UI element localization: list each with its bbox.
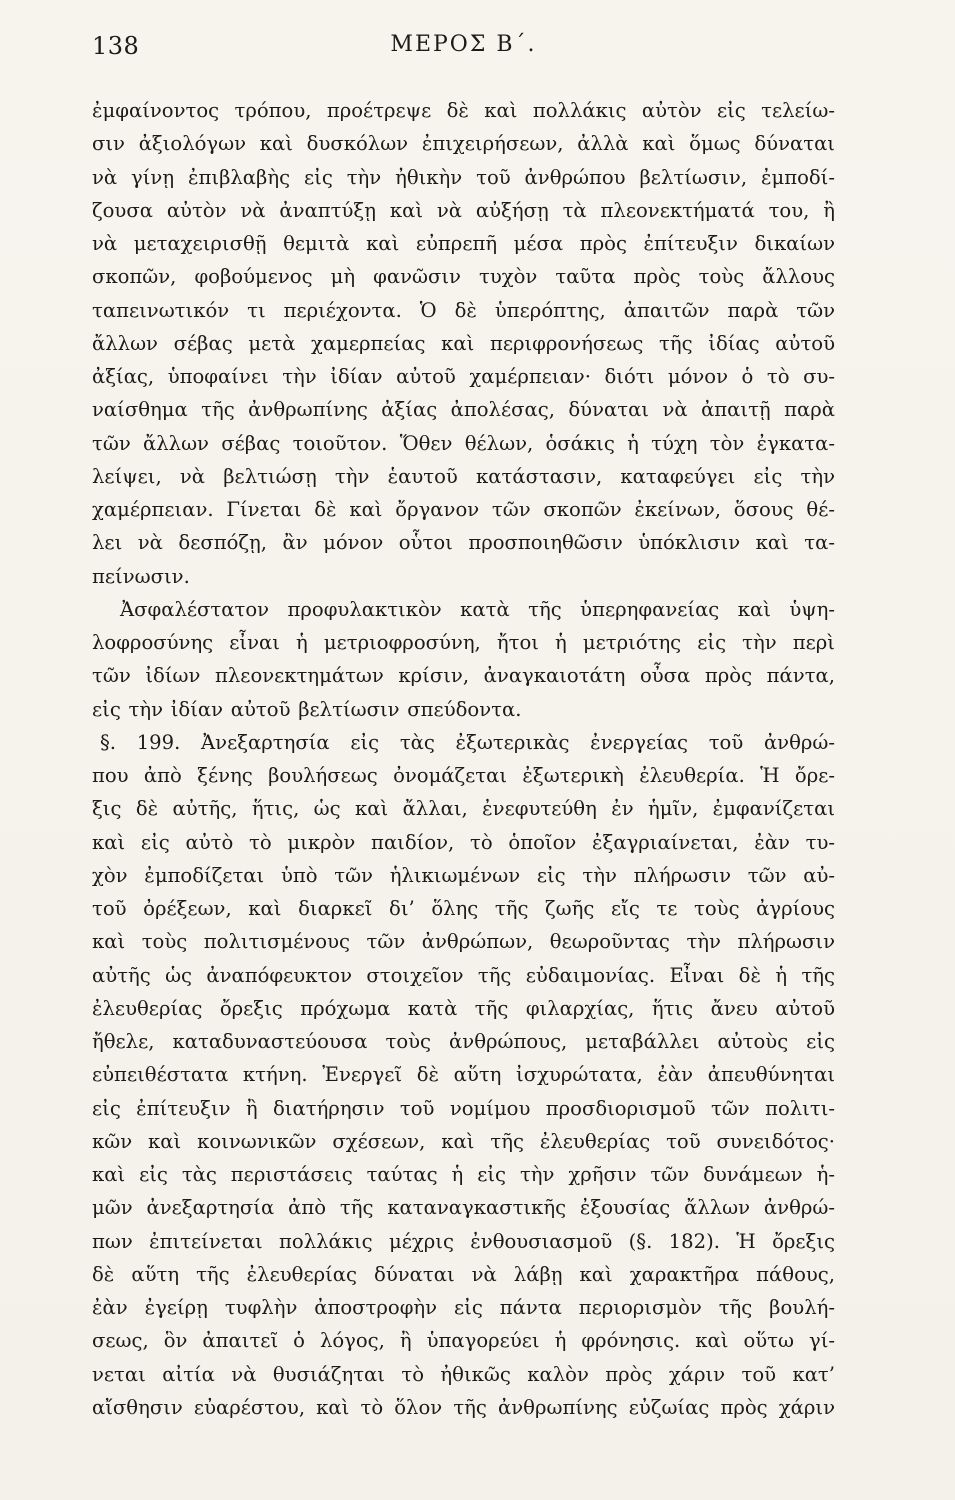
text-line: που ἀπὸ ξένης βουλήσεως ὀνομάζεται ἐξωτερικὴ ἐλευθερία. Ἡ ὄρε- [92,764,835,787]
text-line: ναίσθημα τῆς ἀνθρωπίνης ἀξίας ἀπολέσας, δύναται νὰ ἀπαιτῇ παρὰ [92,398,835,422]
text-line: νὰ γίνῃ ἐπιβλαβὴς εἰς τὴν ἠθικὴν τοῦ ἀνθρώπου βελτίωσιν, ἐμποδί- [92,165,835,189]
text-line: ἀξίας, ὑποφαίνει τὴν ἰδίαν αὐτοῦ χαμέρπειαν· διότι μόνον ὁ τὸ συ- [92,365,835,388]
text-line: τῶν ἰδίων πλεονεκτημάτων κρίσιν, ἀναγκαιοτάτη οὖσα πρὸς πάντα, [92,664,835,688]
text-line: εἰς ἐπίτευξιν ἢ διατήρησιν τοῦ νομίμου προσδιορισμοῦ τῶν πολιτι- [92,1096,835,1120]
text-line: νὰ μεταχειρισθῇ θεμιτὰ καὶ εὐπρεπῆ μέσα πρὸς ἐπίτευξιν δικαίων [92,232,835,255]
section-heading-line: §. 199. Ἀνεξαρτησία εἰς τὰς ἐξωτερικὰς ἐνεργείας τοῦ ἀνθρώ- [100,730,835,754]
text-line: ἄλλων σέβας μετὰ χαμερπείας καὶ περιφρονήσεως τῆς ἰδίας αὐτοῦ [92,331,835,355]
text-line [92,1424,835,1457]
page-number: 138 [92,32,140,60]
text-line: καὶ εἰς αὐτὸ τὸ μικρὸν παιδίον, τὸ ὁποῖον ἐξαγριαίνεται, ἐὰν τυ- [92,830,835,854]
text-line: λει νὰ δεσπόζῃ, ἂν μόνον οὗτοι προσποιηθῶσιν ὑπόκλισιν καὶ τα- [92,531,835,555]
text-line: καὶ τοὺς πολιτισμένους τῶν ἀνθρώπων, θεωροῦντας τὴν πλήρωσιν [92,930,835,954]
text-line: τοῦ ὀρέξεων, καὶ διαρκεῖ δι’ ὅλης τῆς ζωῆς εἴς τε τοὺς ἀγρίους [92,897,835,920]
text-line: κῶν καὶ κοινωνικῶν σχέσεων, καὶ τῆς ἐλευθερίας τοῦ συνειδότος· [92,1129,835,1153]
text-line: ξις δὲ αὐτῆς, ἥτις, ὡς καὶ ἄλλαι, ἐνεφυτεύθη ἐν ἡμῖν, ἐμφανίζεται [92,797,835,821]
text-line: χαμέρπειαν. Γίνεται δὲ καὶ ὄργανον τῶν σκοπῶν ἐκείνων, ὅσους θέ- [92,498,835,521]
running-head: ΜΕΡΟΣ Β΄. [390,32,537,57]
text-line: ἐμφαίνοντος τρόπου, προέτρεψε δὲ καὶ πολλάκις αὐτὸν εἰς τελείω- [92,99,835,122]
text-line: καὶ εἰς τὰς περιστάσεις ταύτας ἡ εἰς τὴν χρῆσιν τῶν δυνάμεων ἡ- [92,1163,835,1186]
text-line: εὐπειθέστατα κτήνη. Ἐνεργεῖ δὲ αὕτη ἰσχυρώτατα, ἐὰν ἀπευθύνηται [92,1063,835,1087]
text-line: εἰς τὴν ἰδίαν αὐτοῦ βελτίωσιν σπεύδοντα. [92,697,522,721]
text-line: ἤθελε, καταδυναστεύουσα τοὺς ἀνθρώπους, μεταβάλλει αὐτοὺς εἰς [92,1030,835,1053]
text-line: ταπεινωτικόν τι περιέχοντα. Ὁ δὲ ὑπερόπτης, ἀπαιτῶν παρὰ τῶν [92,298,835,322]
text-line: ζουσα αὐτὸν νὰ ἀναπτύξῃ καὶ νὰ αὐξήσῃ τὰ πλεονεκτήματά του, ἢ [92,198,835,222]
text-line: τῶν ἄλλων σέβας τοιοῦτον. Ὅθεν θέλων, ὁσάκις ἡ τύχη τὸν ἐγκατα- [92,431,835,455]
text-line: σεως, ὃν ἀπαιτεῖ ὁ λόγος, ἢ ὑπαγορεύει ἡ φρόνησις. καὶ οὕτω γί- [92,1329,835,1353]
paragraph-first-line: Ἀσφαλέστατον προφυλακτικὸν κατὰ τῆς ὑπερηφανείας καὶ ὑψη- [120,597,835,621]
page-header [92,26,835,66]
text-line: νεται αἰτία νὰ θυσιάζηται τὸ ἠθικῶς καλὸν πρὸς χάριν τοῦ κατ’ [92,1362,835,1386]
text-line: χὸν ἐμποδίζεται ὑπὸ τῶν ἡλικιωμένων εἰς τὴν πλήρωσιν τῶν αὐ- [92,863,835,887]
text-line: δὲ αὕτη τῆς ἐλευθερίας δύναται νὰ λάβῃ καὶ χαρακτῆρα πάθους, [92,1262,835,1286]
text-line: αὐτῆς ὡς ἀναπόφευκτον στοιχεῖον τῆς εὐδαιμονίας. Εἶναι δὲ ἡ τῆς [92,963,835,987]
text-line: αἴσθησιν εὐαρέστου, καὶ τὸ ὅλον τῆς ἀνθρωπίνης εὐζωίας πρὸς χάριν [92,1395,835,1419]
body-text [92,94,835,1457]
text-line: πων ἐπιτείνεται πολλάκις μέχρις ἐνθουσιασμοῦ (§. 182). Ἡ ὄρεξις [92,1229,835,1253]
text-line: σιν ἀξιολόγων καὶ δυσκόλων ἐπιχειρήσεων, ἀλλὰ καὶ ὅμως δύναται [92,132,835,156]
text-line: ἐλευθερίας ὄρεξις πρόχωμα κατὰ τῆς φιλαρχίας, ἥτις ἄνευ αὐτοῦ [92,996,835,1020]
text-line: σκοπῶν, φοβούμενος μὴ φανῶσιν τυχὸν ταῦτα πρὸς τοὺς ἄλλους [92,265,835,289]
text-line: πείνωσιν. [92,564,190,588]
text-line: μῶν ἀνεξαρτησία ἀπὸ τῆς καταναγκαστικῆς ἐξουσίας ἄλλων ἀνθρώ- [92,1196,835,1220]
text-line: λοφροσύνης εἶναι ἡ μετριοφροσύνη, ἤτοι ἡ μετριότης εἰς τὴν περὶ [92,631,835,654]
text-line: λείψει, νὰ βελτιώσῃ τὴν ἑαυτοῦ κατάστασιν, καταφεύγει εἰς τὴν [92,464,835,488]
text-line: ἐὰν ἐγείρῃ τυφλὴν ἀποστροφὴν εἰς πάντα περιορισμὸν τῆς βουλή- [92,1296,835,1319]
